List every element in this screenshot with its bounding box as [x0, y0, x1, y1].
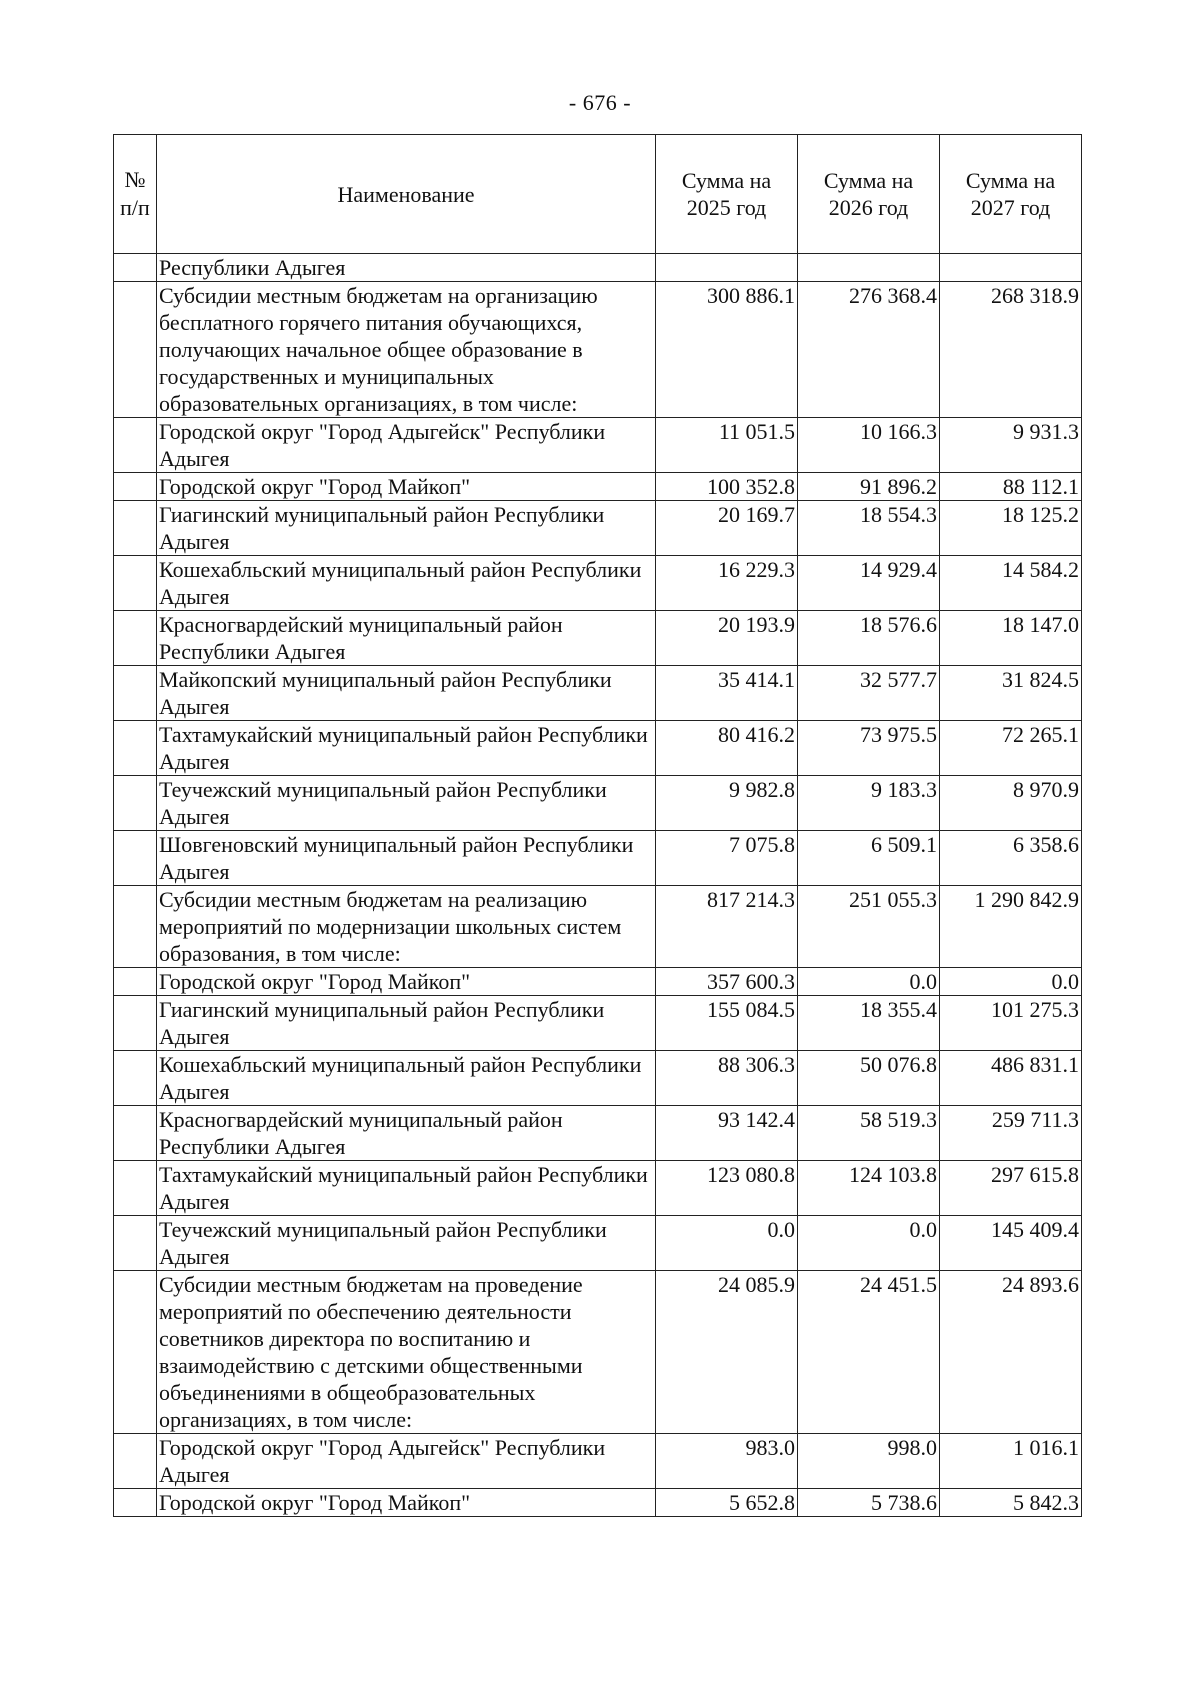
- row-amount-2027-cell: 9 931.3: [940, 418, 1082, 473]
- row-amount-2027-cell: 259 711.3: [940, 1106, 1082, 1161]
- table-row: [114, 611, 1082, 666]
- table-row: [114, 473, 1082, 501]
- row-name-cell: Гиагинский муниципальный район Республики Адыгея: [157, 996, 656, 1051]
- row-number-cell: [114, 1216, 157, 1271]
- row-amount-2026-cell: 0.0: [798, 1216, 940, 1271]
- table-row: [114, 501, 1082, 556]
- row-amount-2025-cell: 123 080.8: [656, 1161, 798, 1216]
- header-amount-2026: Сумма на 2026 год: [798, 135, 940, 254]
- row-amount-2027-cell: 18 147.0: [940, 611, 1082, 666]
- row-amount-2025-cell: 80 416.2: [656, 721, 798, 776]
- row-amount-2026-cell: 18 576.6: [798, 611, 940, 666]
- table-row: [114, 1051, 1082, 1106]
- row-number-cell: [114, 968, 157, 996]
- row-amount-2026-cell: [798, 254, 940, 282]
- row-amount-2025-cell: 7 075.8: [656, 831, 798, 886]
- header-amount-2025: Сумма на 2025 год: [656, 135, 798, 254]
- row-name-cell: Кошехабльский муниципальный район Республики Адыгея: [157, 556, 656, 611]
- row-number-cell: [114, 831, 157, 886]
- table-row: [114, 666, 1082, 721]
- row-number-cell: [114, 1434, 157, 1489]
- row-amount-2027-cell: 88 112.1: [940, 473, 1082, 501]
- row-amount-2027-cell: [940, 254, 1082, 282]
- row-name-cell: Субсидии местным бюджетам на проведение мероприятий по обеспечению деятельности советников директора по воспитанию и взаимодействию с детскими общественными объединениями в общеобразовательных организациях, в том числе:: [157, 1271, 656, 1434]
- row-amount-2026-cell: 6 509.1: [798, 831, 940, 886]
- row-amount-2026-cell: 73 975.5: [798, 721, 940, 776]
- row-amount-2025-cell: 983.0: [656, 1434, 798, 1489]
- header-name: Наименование: [157, 135, 656, 254]
- header-amount-2027: Сумма на 2027 год: [940, 135, 1082, 254]
- row-number-cell: [114, 721, 157, 776]
- row-amount-2026-cell: 124 103.8: [798, 1161, 940, 1216]
- row-amount-2025-cell: 16 229.3: [656, 556, 798, 611]
- row-amount-2025-cell: 155 084.5: [656, 996, 798, 1051]
- header-number: № п/п: [114, 135, 157, 254]
- row-name-cell: Городской округ "Город Майкоп": [157, 473, 656, 501]
- table-row: [114, 1161, 1082, 1216]
- row-amount-2027-cell: 8 970.9: [940, 776, 1082, 831]
- row-amount-2027-cell: 24 893.6: [940, 1271, 1082, 1434]
- row-number-cell: [114, 418, 157, 473]
- row-name-cell: Кошехабльский муниципальный район Республики Адыгея: [157, 1051, 656, 1106]
- row-amount-2027-cell: 486 831.1: [940, 1051, 1082, 1106]
- row-amount-2025-cell: 20 193.9: [656, 611, 798, 666]
- row-name-cell: Майкопский муниципальный район Республики Адыгея: [157, 666, 656, 721]
- table-row: [114, 968, 1082, 996]
- row-amount-2026-cell: 91 896.2: [798, 473, 940, 501]
- row-number-cell: [114, 282, 157, 418]
- table-row: [114, 1216, 1082, 1271]
- table-row: [114, 831, 1082, 886]
- row-amount-2027-cell: 31 824.5: [940, 666, 1082, 721]
- row-amount-2025-cell: 817 214.3: [656, 886, 798, 968]
- row-amount-2026-cell: 58 519.3: [798, 1106, 940, 1161]
- table-row: [114, 1106, 1082, 1161]
- row-amount-2027-cell: 5 842.3: [940, 1489, 1082, 1517]
- row-number-cell: [114, 473, 157, 501]
- row-amount-2027-cell: 1 290 842.9: [940, 886, 1082, 968]
- row-number-cell: [114, 1051, 157, 1106]
- table-row: [114, 721, 1082, 776]
- table-row: [114, 282, 1082, 418]
- row-name-cell: Теучежский муниципальный район Республики Адыгея: [157, 1216, 656, 1271]
- row-name-cell: Красногвардейский муниципальный район Республики Адыгея: [157, 611, 656, 666]
- row-amount-2026-cell: 0.0: [798, 968, 940, 996]
- row-amount-2025-cell: 9 982.8: [656, 776, 798, 831]
- row-amount-2026-cell: 10 166.3: [798, 418, 940, 473]
- row-name-cell: Городской округ "Город Адыгейск" Республики Адыгея: [157, 418, 656, 473]
- row-amount-2026-cell: 9 183.3: [798, 776, 940, 831]
- row-amount-2026-cell: 50 076.8: [798, 1051, 940, 1106]
- row-number-cell: [114, 996, 157, 1051]
- row-amount-2026-cell: 251 055.3: [798, 886, 940, 968]
- table-row: [114, 996, 1082, 1051]
- row-amount-2026-cell: 5 738.6: [798, 1489, 940, 1517]
- row-name-cell: Теучежский муниципальный район Республики Адыгея: [157, 776, 656, 831]
- row-number-cell: [114, 886, 157, 968]
- row-amount-2025-cell: 88 306.3: [656, 1051, 798, 1106]
- table-body: [114, 254, 1082, 1517]
- table-row: [114, 556, 1082, 611]
- row-number-cell: [114, 501, 157, 556]
- table-header-row: [114, 135, 1082, 254]
- row-amount-2027-cell: 145 409.4: [940, 1216, 1082, 1271]
- row-amount-2025-cell: 5 652.8: [656, 1489, 798, 1517]
- table-row: [114, 886, 1082, 968]
- row-amount-2027-cell: 18 125.2: [940, 501, 1082, 556]
- row-amount-2025-cell: 93 142.4: [656, 1106, 798, 1161]
- row-number-cell: [114, 611, 157, 666]
- row-amount-2027-cell: 6 358.6: [940, 831, 1082, 886]
- table-row: [114, 1489, 1082, 1517]
- row-amount-2026-cell: 24 451.5: [798, 1271, 940, 1434]
- row-amount-2025-cell: 300 886.1: [656, 282, 798, 418]
- row-amount-2027-cell: 268 318.9: [940, 282, 1082, 418]
- page-number: - 676 -: [568, 90, 632, 115]
- row-number-cell: [114, 254, 157, 282]
- row-amount-2026-cell: 18 355.4: [798, 996, 940, 1051]
- row-name-cell: Тахтамукайский муниципальный район Республики Адыгея: [157, 1161, 656, 1216]
- row-amount-2026-cell: 14 929.4: [798, 556, 940, 611]
- row-amount-2025-cell: 11 051.5: [656, 418, 798, 473]
- row-amount-2025-cell: 0.0: [656, 1216, 798, 1271]
- row-amount-2025-cell: [656, 254, 798, 282]
- row-name-cell: Городской округ "Город Майкоп": [157, 1489, 656, 1517]
- table-row: [114, 418, 1082, 473]
- row-amount-2027-cell: 0.0: [940, 968, 1082, 996]
- row-amount-2027-cell: 297 615.8: [940, 1161, 1082, 1216]
- row-amount-2027-cell: 1 016.1: [940, 1434, 1082, 1489]
- row-amount-2025-cell: 20 169.7: [656, 501, 798, 556]
- row-name-cell: Тахтамукайский муниципальный район Республики Адыгея: [157, 721, 656, 776]
- row-number-cell: [114, 776, 157, 831]
- row-name-cell: Шовгеновский муниципальный район Республики Адыгея: [157, 831, 656, 886]
- row-amount-2025-cell: 24 085.9: [656, 1271, 798, 1434]
- row-number-cell: [114, 1106, 157, 1161]
- table-row: [114, 254, 1082, 282]
- row-amount-2026-cell: 276 368.4: [798, 282, 940, 418]
- row-amount-2027-cell: 72 265.1: [940, 721, 1082, 776]
- row-number-cell: [114, 666, 157, 721]
- row-amount-2026-cell: 998.0: [798, 1434, 940, 1489]
- row-name-cell: Субсидии местным бюджетам на реализацию мероприятий по модернизации школьных систем образования, в том числе:: [157, 886, 656, 968]
- table-row: [114, 1434, 1082, 1489]
- row-amount-2027-cell: 14 584.2: [940, 556, 1082, 611]
- row-name-cell: Красногвардейский муниципальный район Республики Адыгея: [157, 1106, 656, 1161]
- row-amount-2025-cell: 35 414.1: [656, 666, 798, 721]
- row-name-cell: Субсидии местным бюджетам на организацию бесплатного горячего питания обучающихся, получающих начальное общее образование в государственных и муниципальных образовательных организациях, в том числе:: [157, 282, 656, 418]
- row-number-cell: [114, 556, 157, 611]
- row-amount-2026-cell: 32 577.7: [798, 666, 940, 721]
- row-amount-2025-cell: 357 600.3: [656, 968, 798, 996]
- row-name-cell: Республики Адыгея: [157, 254, 656, 282]
- row-number-cell: [114, 1489, 157, 1517]
- budget-table: [113, 134, 1082, 1517]
- row-name-cell: Гиагинский муниципальный район Республики Адыгея: [157, 501, 656, 556]
- table-row: [114, 776, 1082, 831]
- row-name-cell: Городской округ "Город Адыгейск" Республики Адыгея: [157, 1434, 656, 1489]
- row-amount-2026-cell: 18 554.3: [798, 501, 940, 556]
- row-name-cell: Городской округ "Город Майкоп": [157, 968, 656, 996]
- table-row: [114, 1271, 1082, 1434]
- row-number-cell: [114, 1271, 157, 1434]
- row-amount-2025-cell: 100 352.8: [656, 473, 798, 501]
- row-number-cell: [114, 1161, 157, 1216]
- row-amount-2027-cell: 101 275.3: [940, 996, 1082, 1051]
